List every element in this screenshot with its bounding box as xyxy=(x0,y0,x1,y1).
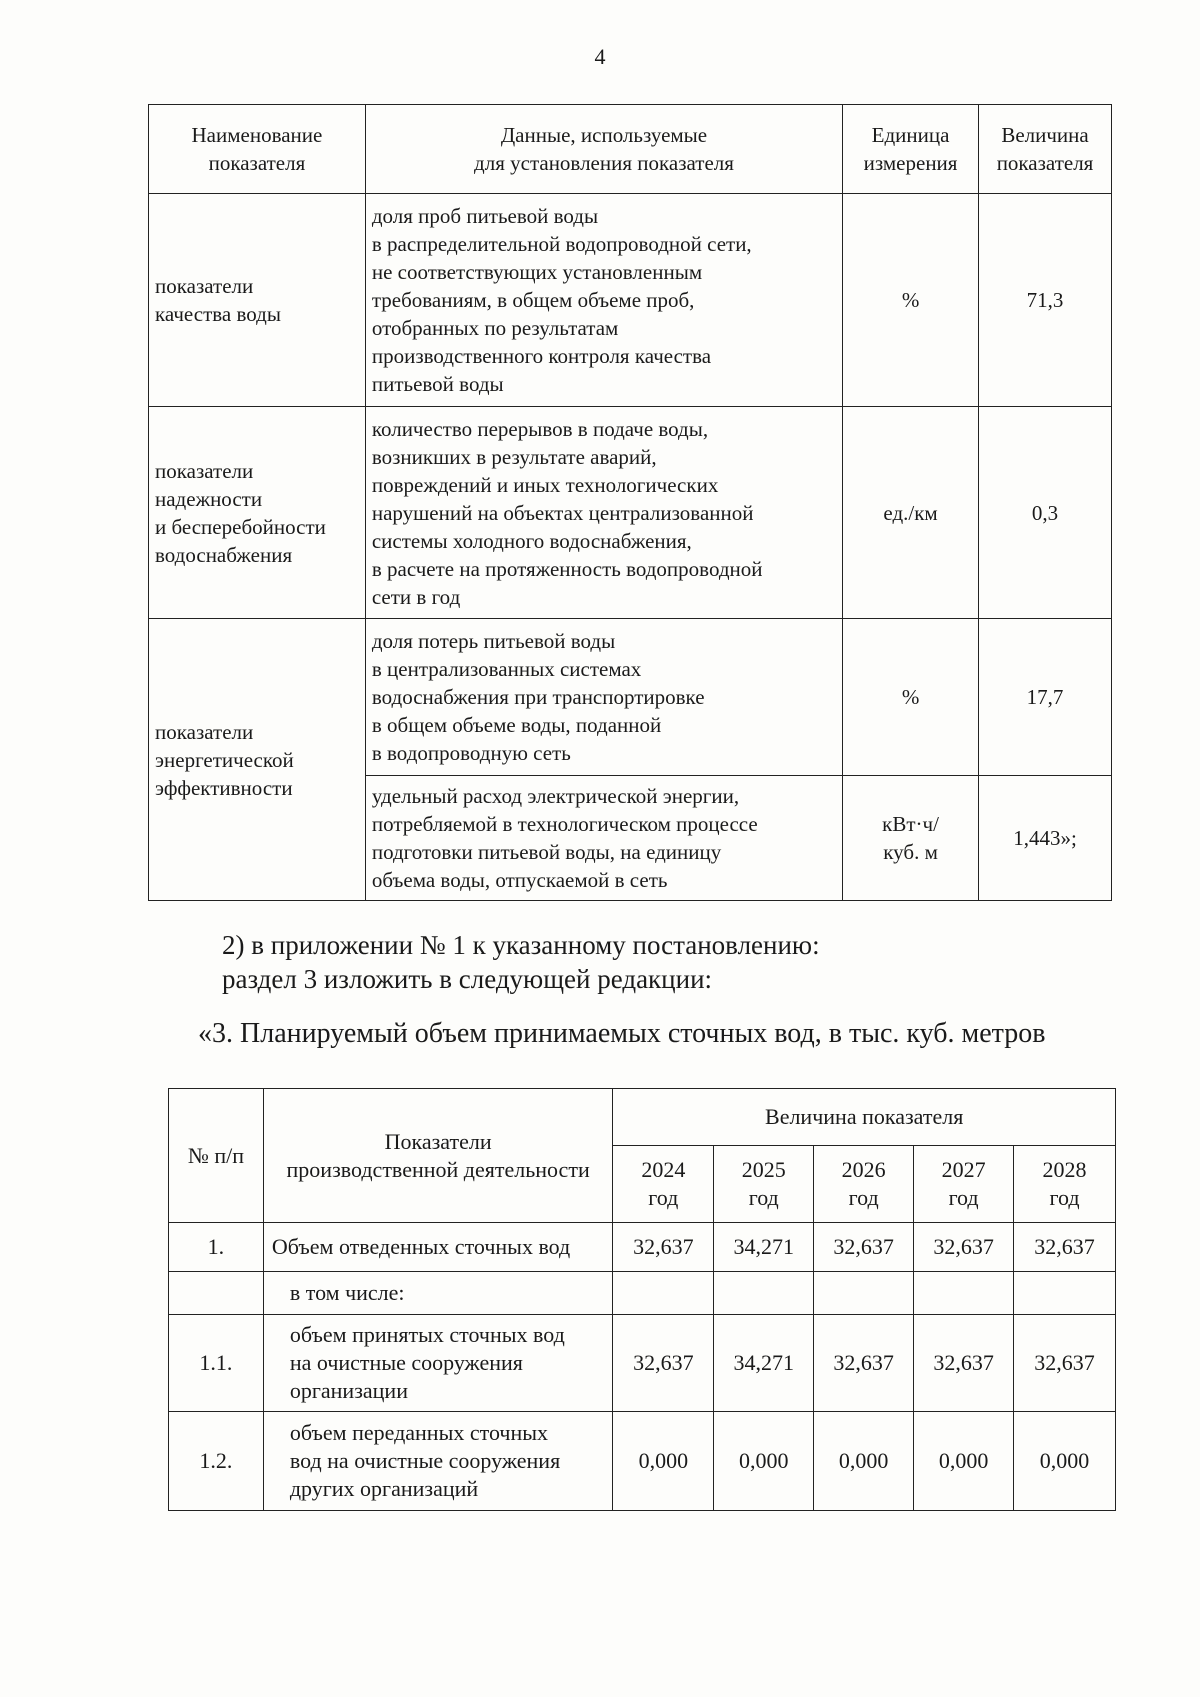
indicator-unit: % xyxy=(843,619,979,776)
header-num: № п/п xyxy=(169,1089,264,1223)
cell-line: качества воды xyxy=(155,302,281,326)
header-text: Наименование xyxy=(191,123,323,147)
cell-line: других организаций xyxy=(289,1476,479,1501)
row-value xyxy=(814,1272,914,1315)
indicator-name xyxy=(149,407,366,619)
row-value xyxy=(1014,1272,1116,1315)
indicator-unit xyxy=(843,776,979,901)
table-row xyxy=(169,1412,1116,1511)
cell-line: повреждений и иных технологических xyxy=(371,472,719,497)
cell-line: кВт·ч/ xyxy=(882,812,939,836)
row-value xyxy=(613,1272,714,1315)
row-value xyxy=(714,1272,814,1315)
cell-line: системы холодного водоснабжения, xyxy=(371,528,692,553)
cell-line: доля потерь питьевой воды xyxy=(371,629,616,653)
cell-line: в расчете на протяженность водопроводной xyxy=(371,556,763,581)
header-data-used xyxy=(365,105,842,194)
indicator-value: 71,3 xyxy=(979,194,1112,407)
row-value: 32,637 xyxy=(914,1223,1014,1272)
header-text: показателя xyxy=(208,151,306,175)
table-row xyxy=(169,1223,1116,1272)
year-number: 2026 xyxy=(841,1157,886,1182)
table-row xyxy=(169,1272,1116,1315)
row-value: 34,271 xyxy=(714,1315,814,1412)
row-number xyxy=(169,1272,264,1315)
cell-line: на очистные сооружения xyxy=(289,1350,523,1375)
year-label: год xyxy=(1049,1185,1080,1210)
cell-line: надежности xyxy=(155,486,263,511)
cell-line: объема воды, отпускаемой в сеть xyxy=(371,868,668,892)
year-number: 2027 xyxy=(941,1157,986,1182)
cell-line: куб. м xyxy=(883,840,938,864)
page-number: 4 xyxy=(594,44,606,69)
section-heading: «3. Планируемый объем принимаемых сточных вод, в тыс. куб. метров xyxy=(198,1018,1046,1049)
header-text: Единица xyxy=(871,123,950,147)
paragraph-line: раздел 3 изложить в следующей редакции: xyxy=(222,964,713,994)
row-value: 32,637 xyxy=(814,1315,914,1412)
table-row xyxy=(169,1315,1116,1412)
wastewater-volume-table xyxy=(168,1088,1116,1511)
cell-line: показатели xyxy=(155,274,254,298)
row-value: 32,637 xyxy=(914,1315,1014,1412)
row-value: 32,637 xyxy=(613,1223,714,1272)
cell-line: в распределительной водопроводной сети, xyxy=(371,232,752,256)
header-text: измерения xyxy=(863,151,958,175)
year-label: год xyxy=(948,1185,979,1210)
cell-line: и бесперебойности xyxy=(155,514,326,539)
cell-line: в общем объеме воды, поданной xyxy=(371,713,662,737)
header-text: Величина xyxy=(1001,123,1089,147)
header-text: производственной деятельности xyxy=(286,1156,590,1182)
row-value: 0,000 xyxy=(914,1412,1014,1511)
header-value-group: Величина показателя xyxy=(613,1089,1116,1146)
row-number: 1. xyxy=(169,1223,264,1272)
row-indicator: Объем отведенных сточных вод xyxy=(263,1223,613,1272)
header-text: Показатели xyxy=(384,1128,492,1154)
cell-line: объем переданных сточных xyxy=(289,1420,549,1445)
table-row xyxy=(149,407,1112,619)
paragraph-line: 2) в приложении № 1 к указанному постановлению: xyxy=(222,930,820,960)
cell-line: в водопроводную сеть xyxy=(371,741,571,765)
table-row xyxy=(149,194,1112,407)
cell-line: удельный расход электрической энергии, xyxy=(371,784,740,808)
indicator-description xyxy=(365,776,842,901)
row-value: 0,000 xyxy=(714,1412,814,1511)
header-text: для установления показателя xyxy=(474,151,734,175)
row-number: 1.2. xyxy=(169,1412,264,1511)
cell-line: доля проб питьевой воды xyxy=(371,204,599,228)
cell-line: подготовки питьевой воды, на единицу xyxy=(371,840,722,864)
cell-line: показатели xyxy=(155,719,254,744)
row-value: 0,000 xyxy=(613,1412,714,1511)
row-number: 1.1. xyxy=(169,1315,264,1412)
indicator-unit: % xyxy=(843,194,979,407)
indicator-value: 0,3 xyxy=(979,407,1112,619)
cell-line: потребляемой в технологическом процессе xyxy=(371,812,758,836)
year-label: год xyxy=(748,1185,779,1210)
cell-line: требованиям, в общем объеме проб, xyxy=(371,288,695,312)
row-indicator: в том числе: xyxy=(263,1272,613,1315)
cell-line: сети в год xyxy=(371,584,461,609)
cell-line: водоснабжения при транспортировке xyxy=(371,685,705,709)
header-year xyxy=(1014,1146,1116,1223)
water-indicators-table xyxy=(148,104,1112,901)
header-year xyxy=(814,1146,914,1223)
row-value: 32,637 xyxy=(613,1315,714,1412)
year-number: 2024 xyxy=(641,1157,686,1182)
cell-line: нарушений на объектах централизованной xyxy=(371,500,754,525)
cell-line: питьевой воды xyxy=(371,372,504,396)
indicator-unit: ед./км xyxy=(843,407,979,619)
header-text: показателя xyxy=(996,151,1094,175)
indicator-value: 17,7 xyxy=(979,619,1112,776)
row-value: 32,637 xyxy=(1014,1315,1116,1412)
cell-line: показатели xyxy=(155,458,254,483)
indicator-value: 1,443»; xyxy=(979,776,1112,901)
indicator-description xyxy=(365,194,842,407)
header-indicator-name xyxy=(149,105,366,194)
row-value: 32,637 xyxy=(814,1223,914,1272)
table-header-row xyxy=(169,1089,1116,1146)
cell-line: не соответствующих установленным xyxy=(371,260,703,284)
row-indicator xyxy=(263,1315,613,1412)
header-year xyxy=(613,1146,714,1223)
table-row xyxy=(149,619,1112,776)
row-value: 34,271 xyxy=(714,1223,814,1272)
indicator-name xyxy=(149,194,366,407)
header-year xyxy=(714,1146,814,1223)
cell-line: производственного контроля качества xyxy=(371,344,712,368)
cell-line: эффективности xyxy=(155,775,293,800)
cell-line: в централизованных системах xyxy=(371,657,642,681)
cell-line: вод на очистные сооружения xyxy=(289,1448,561,1473)
year-number: 2028 xyxy=(1042,1157,1087,1182)
indicator-name xyxy=(149,619,366,901)
cell-line: количество перерывов в подаче воды, xyxy=(371,416,709,441)
cell-line: возникших в результате аварий, xyxy=(371,444,657,469)
row-value: 0,000 xyxy=(1014,1412,1116,1511)
row-indicator xyxy=(263,1412,613,1511)
row-value xyxy=(914,1272,1014,1315)
cell-line: объем принятых сточных вод xyxy=(289,1322,565,1347)
header-text: Данные, используемые xyxy=(500,123,708,147)
cell-line: энергетической xyxy=(155,747,294,772)
header-indicators xyxy=(263,1089,613,1223)
year-label: год xyxy=(848,1185,879,1210)
header-value xyxy=(979,105,1112,194)
indicator-description xyxy=(365,619,842,776)
header-year xyxy=(914,1146,1014,1223)
indicator-description xyxy=(365,407,842,619)
cell-line: организации xyxy=(289,1378,408,1403)
table-header-row xyxy=(149,105,1112,194)
year-label: год xyxy=(648,1185,679,1210)
cell-line: отобранных по результатам xyxy=(371,316,619,340)
header-unit xyxy=(843,105,979,194)
row-value: 0,000 xyxy=(814,1412,914,1511)
row-value: 32,637 xyxy=(1014,1223,1116,1272)
cell-line: водоснабжения xyxy=(155,542,293,567)
year-number: 2025 xyxy=(741,1157,786,1182)
